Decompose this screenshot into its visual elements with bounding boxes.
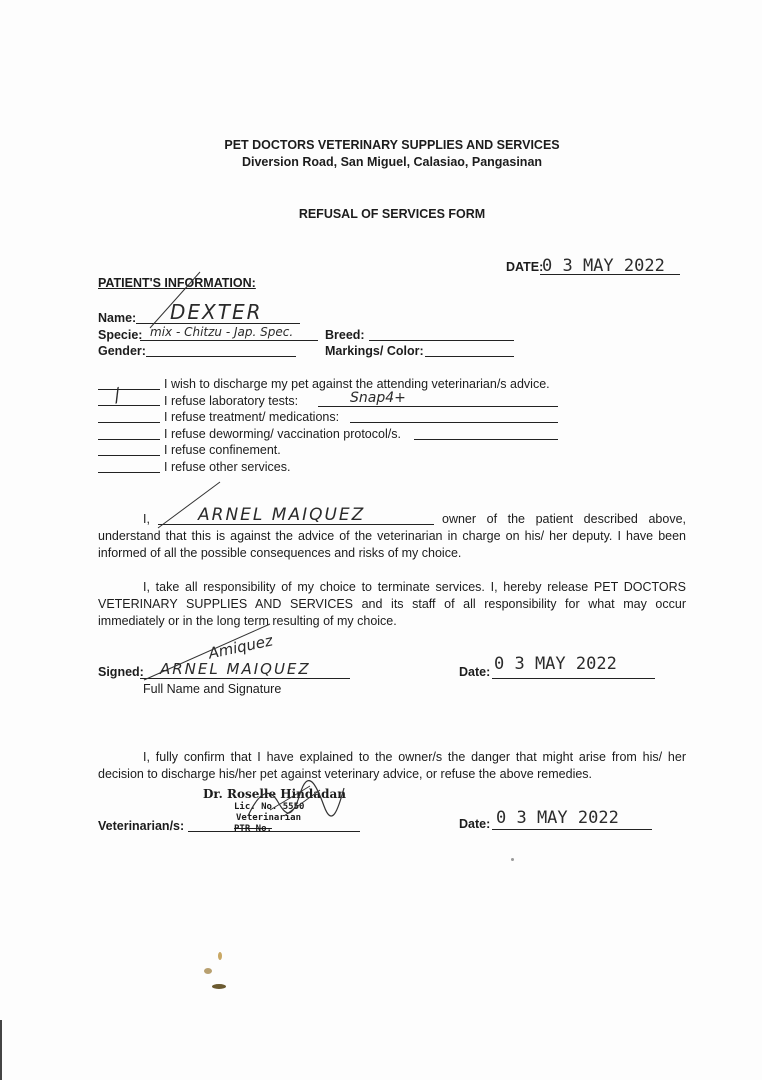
company-address: Diversion Road, San Miguel, Calasiao, Pangasinan — [241, 155, 543, 169]
pen-stroke — [140, 270, 260, 330]
company-name: PET DOCTORS VETERINARY SUPPLIES AND SERVICES — [224, 138, 560, 152]
signed-date-line — [492, 678, 655, 679]
signed-label: Signed: — [98, 665, 144, 679]
owner-signature: Amiquez — [206, 631, 275, 663]
fill-line — [414, 439, 558, 440]
vet-date-label: Date: — [459, 817, 491, 831]
check-line — [98, 439, 160, 440]
fill-line — [318, 406, 558, 407]
check-line — [98, 455, 160, 456]
scan-edge — [0, 1020, 2, 1080]
lab-test-fill: Snap4+ — [350, 390, 406, 406]
check-line — [98, 389, 160, 390]
date-stamp: 0 3 MAY 2022 — [542, 256, 665, 276]
vet-date-stamp: 0 3 MAY 2022 — [496, 808, 619, 828]
check-item-text: I refuse treatment/ medications: — [164, 410, 340, 424]
vet-stamp-name: Dr. Roselle Hindadan — [203, 787, 346, 801]
date-line — [540, 274, 680, 275]
statement1-body: understand that this is against the advice of the veterinarian in charge on his/ her deputy. I have been informed of all the possible consequences and risks of my choice. — [98, 529, 686, 560]
specie-line — [140, 340, 318, 341]
paper-stain — [212, 984, 226, 989]
breed-label: Breed: — [325, 328, 365, 342]
vet-stamp-ptr: PTR No. — [234, 824, 272, 834]
check-item-text: I refuse other services. — [164, 460, 291, 474]
signed-date-stamp: 0 3 MAY 2022 — [494, 654, 617, 674]
statement1-suffix: owner of the patient described above, — [442, 512, 686, 526]
signed-name-value: ARNEL MAIQUEZ — [160, 660, 311, 678]
pen-stroke — [140, 620, 280, 682]
paper-stain — [218, 952, 222, 960]
specie-value: mix - Chitzu - Jap. Spec. — [150, 325, 294, 339]
check-line — [98, 472, 160, 473]
date-label: DATE: — [506, 260, 544, 274]
owner-name-value: ARNEL MAIQUEZ — [198, 505, 366, 525]
gender-line — [146, 356, 296, 357]
check-line — [98, 422, 160, 423]
paper-speck — [511, 858, 514, 861]
check-item-text: I refuse deworming/ vaccination protocol/s. — [164, 427, 401, 441]
vet-signature — [240, 780, 350, 824]
breed-line — [369, 340, 514, 341]
markings-label: Markings/ Color: — [325, 344, 424, 358]
check-item-text: I wish to discharge my pet against the attending veterinarian/s advice. — [164, 377, 550, 391]
statement1-prefix: I, — [143, 512, 150, 526]
full-name-caption: Full Name and Signature — [143, 682, 282, 696]
vet-stamp-title: Veterinarian — [236, 813, 302, 823]
veterinarian-line — [188, 831, 360, 832]
form-title: REFUSAL OF SERVICES FORM — [298, 207, 486, 221]
specie-label: Specie: — [98, 328, 143, 342]
vet-stamp-license: Lic. No. 5550 — [234, 802, 305, 812]
vet-date-line — [492, 829, 652, 830]
patient-name-value: DEXTER — [170, 300, 263, 324]
fill-line — [350, 422, 558, 423]
check-item-text: I refuse laboratory tests: — [164, 394, 299, 408]
check-mark: / — [110, 384, 124, 407]
check-line — [98, 405, 160, 406]
check-item-text: I refuse confinement. — [164, 443, 281, 457]
name-label: Name: — [98, 311, 137, 325]
paper-stain — [204, 968, 212, 974]
pen-stroke — [150, 480, 230, 530]
gender-label: Gender: — [98, 344, 146, 358]
statement2-body: I, take all responsibility of my choice to terminate services. I, hereby release PET DOCTORS VETERINARY SUPPLIES AND SERVICES and its staff of all responsibility for what may occur immediately or in the long term resulting of my choice. — [98, 580, 686, 628]
confirmation-body: I, fully confirm that I have explained to the owner/s the danger that might arise from his/ her decision to discharge his/her pet against veterinary advice, or refuse the above remedies. — [98, 750, 686, 781]
markings-line — [425, 356, 514, 357]
patient-info-heading: PATIENT'S INFORMATION: — [98, 276, 256, 290]
veterinarian-label: Veterinarian/s: — [98, 819, 185, 833]
signed-date-label: Date: — [459, 665, 491, 679]
